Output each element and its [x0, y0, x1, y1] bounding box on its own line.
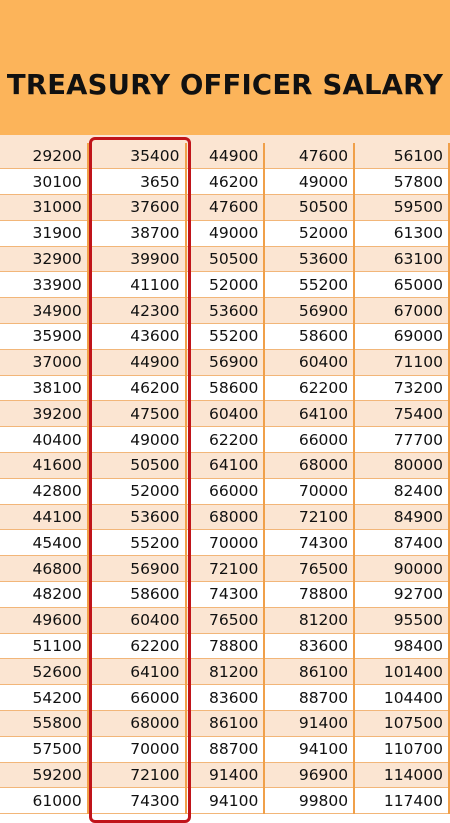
- salary-cell: 70000: [88, 736, 186, 762]
- salary-cell: 33900: [0, 272, 88, 298]
- salary-cell: 34900: [0, 298, 88, 324]
- salary-cell: 92700: [354, 582, 449, 608]
- salary-cell: 55200: [186, 324, 265, 350]
- page-title: TREASURY OFFICER SALARY: [6, 69, 444, 101]
- salary-cell: 88700: [264, 685, 354, 711]
- salary-table: [0, 143, 450, 814]
- salary-cell: 72100: [186, 556, 265, 582]
- table-row: [0, 582, 449, 608]
- salary-cell: 94100: [264, 736, 354, 762]
- salary-cell: 117400: [354, 788, 449, 814]
- salary-cell: 67000: [354, 298, 449, 324]
- salary-cell: 41600: [0, 453, 88, 479]
- salary-cell: 99800: [264, 788, 354, 814]
- salary-cell: 61300: [354, 220, 449, 246]
- salary-cell: 78800: [264, 582, 354, 608]
- table-row: [0, 298, 449, 324]
- salary-cell: 57500: [0, 736, 88, 762]
- salary-cell: 53600: [88, 504, 186, 530]
- salary-cell: 68000: [186, 504, 265, 530]
- salary-cell: 52600: [0, 659, 88, 685]
- salary-cell: 82400: [354, 478, 449, 504]
- salary-cell: 45400: [0, 530, 88, 556]
- salary-cell: 88700: [186, 736, 265, 762]
- salary-cell: 52000: [186, 272, 265, 298]
- salary-cell: 73200: [354, 375, 449, 401]
- salary-cell: 3650: [88, 169, 186, 195]
- salary-cell: 72100: [88, 762, 186, 788]
- salary-table-container: [0, 135, 450, 810]
- salary-cell: 35900: [0, 324, 88, 350]
- table-row: [0, 685, 449, 711]
- salary-cell: 47600: [264, 143, 354, 169]
- salary-cell: 29200: [0, 143, 88, 169]
- salary-cell: 59200: [0, 762, 88, 788]
- salary-cell: 64100: [186, 453, 265, 479]
- salary-cell: 66000: [186, 478, 265, 504]
- salary-cell: 52000: [264, 220, 354, 246]
- salary-cell: 74300: [186, 582, 265, 608]
- salary-cell: 37600: [88, 195, 186, 221]
- salary-cell: 55200: [264, 272, 354, 298]
- salary-cell: 90000: [354, 556, 449, 582]
- salary-cell: 77700: [354, 427, 449, 453]
- salary-cell: 74300: [264, 530, 354, 556]
- salary-cell: 56900: [186, 349, 265, 375]
- salary-table-body: [0, 143, 449, 814]
- salary-cell: 62200: [264, 375, 354, 401]
- salary-cell: 49000: [264, 169, 354, 195]
- salary-cell: 104400: [354, 685, 449, 711]
- salary-cell: 98400: [354, 633, 449, 659]
- salary-cell: 49000: [88, 427, 186, 453]
- salary-cell: 46200: [88, 375, 186, 401]
- salary-cell: 60400: [264, 349, 354, 375]
- table-row: [0, 762, 449, 788]
- salary-cell: 42300: [88, 298, 186, 324]
- salary-cell: 96900: [264, 762, 354, 788]
- table-row: [0, 324, 449, 350]
- salary-cell: 63100: [354, 246, 449, 272]
- table-row: [0, 195, 449, 221]
- table-row: [0, 375, 449, 401]
- salary-cell: 91400: [186, 762, 265, 788]
- salary-cell: 91400: [264, 711, 354, 737]
- salary-cell: 52000: [88, 478, 186, 504]
- salary-cell: 38700: [88, 220, 186, 246]
- salary-cell: 62200: [88, 633, 186, 659]
- salary-cell: 87400: [354, 530, 449, 556]
- salary-cell: 48200: [0, 582, 88, 608]
- table-row: [0, 453, 449, 479]
- table-row: [0, 169, 449, 195]
- salary-cell: 47600: [186, 195, 265, 221]
- salary-cell: 55200: [88, 530, 186, 556]
- table-row: [0, 788, 449, 814]
- title-banner: [0, 0, 450, 135]
- table-row: [0, 504, 449, 530]
- salary-cell: 40400: [0, 427, 88, 453]
- salary-cell: 47500: [88, 401, 186, 427]
- salary-cell: 110700: [354, 736, 449, 762]
- salary-cell: 70000: [264, 478, 354, 504]
- salary-cell: 64100: [88, 659, 186, 685]
- table-row: [0, 736, 449, 762]
- salary-cell: 44900: [186, 143, 265, 169]
- table-row: [0, 530, 449, 556]
- salary-cell: 53600: [186, 298, 265, 324]
- salary-cell: 95500: [354, 607, 449, 633]
- salary-cell: 66000: [264, 427, 354, 453]
- salary-cell: 71100: [354, 349, 449, 375]
- salary-cell: 64100: [264, 401, 354, 427]
- salary-cell: 59500: [354, 195, 449, 221]
- salary-cell: 75400: [354, 401, 449, 427]
- salary-cell: 68000: [264, 453, 354, 479]
- salary-cell: 101400: [354, 659, 449, 685]
- salary-cell: 30100: [0, 169, 88, 195]
- salary-cell: 78800: [186, 633, 265, 659]
- salary-cell: 37000: [0, 349, 88, 375]
- salary-cell: 57800: [354, 169, 449, 195]
- salary-cell: 83600: [264, 633, 354, 659]
- salary-cell: 86100: [264, 659, 354, 685]
- table-row: [0, 478, 449, 504]
- salary-cell: 49000: [186, 220, 265, 246]
- salary-cell: 46800: [0, 556, 88, 582]
- salary-cell: 68000: [88, 711, 186, 737]
- salary-cell: 50500: [88, 453, 186, 479]
- salary-cell: 56900: [264, 298, 354, 324]
- salary-cell: 35400: [88, 143, 186, 169]
- salary-cell: 54200: [0, 685, 88, 711]
- salary-cell: 114000: [354, 762, 449, 788]
- salary-cell: 42800: [0, 478, 88, 504]
- salary-cell: 70000: [186, 530, 265, 556]
- salary-cell: 65000: [354, 272, 449, 298]
- salary-cell: 94100: [186, 788, 265, 814]
- salary-cell: 72100: [264, 504, 354, 530]
- table-row: [0, 607, 449, 633]
- salary-cell: 58600: [88, 582, 186, 608]
- salary-cell: 46200: [186, 169, 265, 195]
- salary-cell: 60400: [88, 607, 186, 633]
- salary-cell: 74300: [88, 788, 186, 814]
- salary-cell: 31900: [0, 220, 88, 246]
- salary-cell: 61000: [0, 788, 88, 814]
- table-row: [0, 246, 449, 272]
- salary-cell: 43600: [88, 324, 186, 350]
- salary-cell: 51100: [0, 633, 88, 659]
- table-row: [0, 272, 449, 298]
- table-row: [0, 556, 449, 582]
- salary-cell: 31000: [0, 195, 88, 221]
- salary-cell: 56100: [354, 143, 449, 169]
- salary-cell: 58600: [264, 324, 354, 350]
- salary-cell: 50500: [264, 195, 354, 221]
- salary-cell: 60400: [186, 401, 265, 427]
- salary-cell: 41100: [88, 272, 186, 298]
- salary-cell: 62200: [186, 427, 265, 453]
- salary-cell: 76500: [264, 556, 354, 582]
- salary-cell: 53600: [264, 246, 354, 272]
- salary-cell: 38100: [0, 375, 88, 401]
- salary-cell: 32900: [0, 246, 88, 272]
- table-row: [0, 711, 449, 737]
- salary-cell: 44900: [88, 349, 186, 375]
- salary-cell: 81200: [186, 659, 265, 685]
- table-row: [0, 401, 449, 427]
- salary-cell: 80000: [354, 453, 449, 479]
- salary-cell: 69000: [354, 324, 449, 350]
- salary-cell: 86100: [186, 711, 265, 737]
- salary-cell: 55800: [0, 711, 88, 737]
- salary-cell: 58600: [186, 375, 265, 401]
- salary-cell: 66000: [88, 685, 186, 711]
- salary-cell: 49600: [0, 607, 88, 633]
- salary-cell: 84900: [354, 504, 449, 530]
- table-row: [0, 659, 449, 685]
- salary-cell: 83600: [186, 685, 265, 711]
- salary-cell: 76500: [186, 607, 265, 633]
- table-row: [0, 220, 449, 246]
- salary-cell: 56900: [88, 556, 186, 582]
- salary-cell: 39200: [0, 401, 88, 427]
- table-row: [0, 143, 449, 169]
- salary-cell: 107500: [354, 711, 449, 737]
- salary-cell: 50500: [186, 246, 265, 272]
- salary-cell: 44100: [0, 504, 88, 530]
- salary-cell: 39900: [88, 246, 186, 272]
- table-row: [0, 633, 449, 659]
- table-row: [0, 427, 449, 453]
- table-row: [0, 349, 449, 375]
- salary-cell: 81200: [264, 607, 354, 633]
